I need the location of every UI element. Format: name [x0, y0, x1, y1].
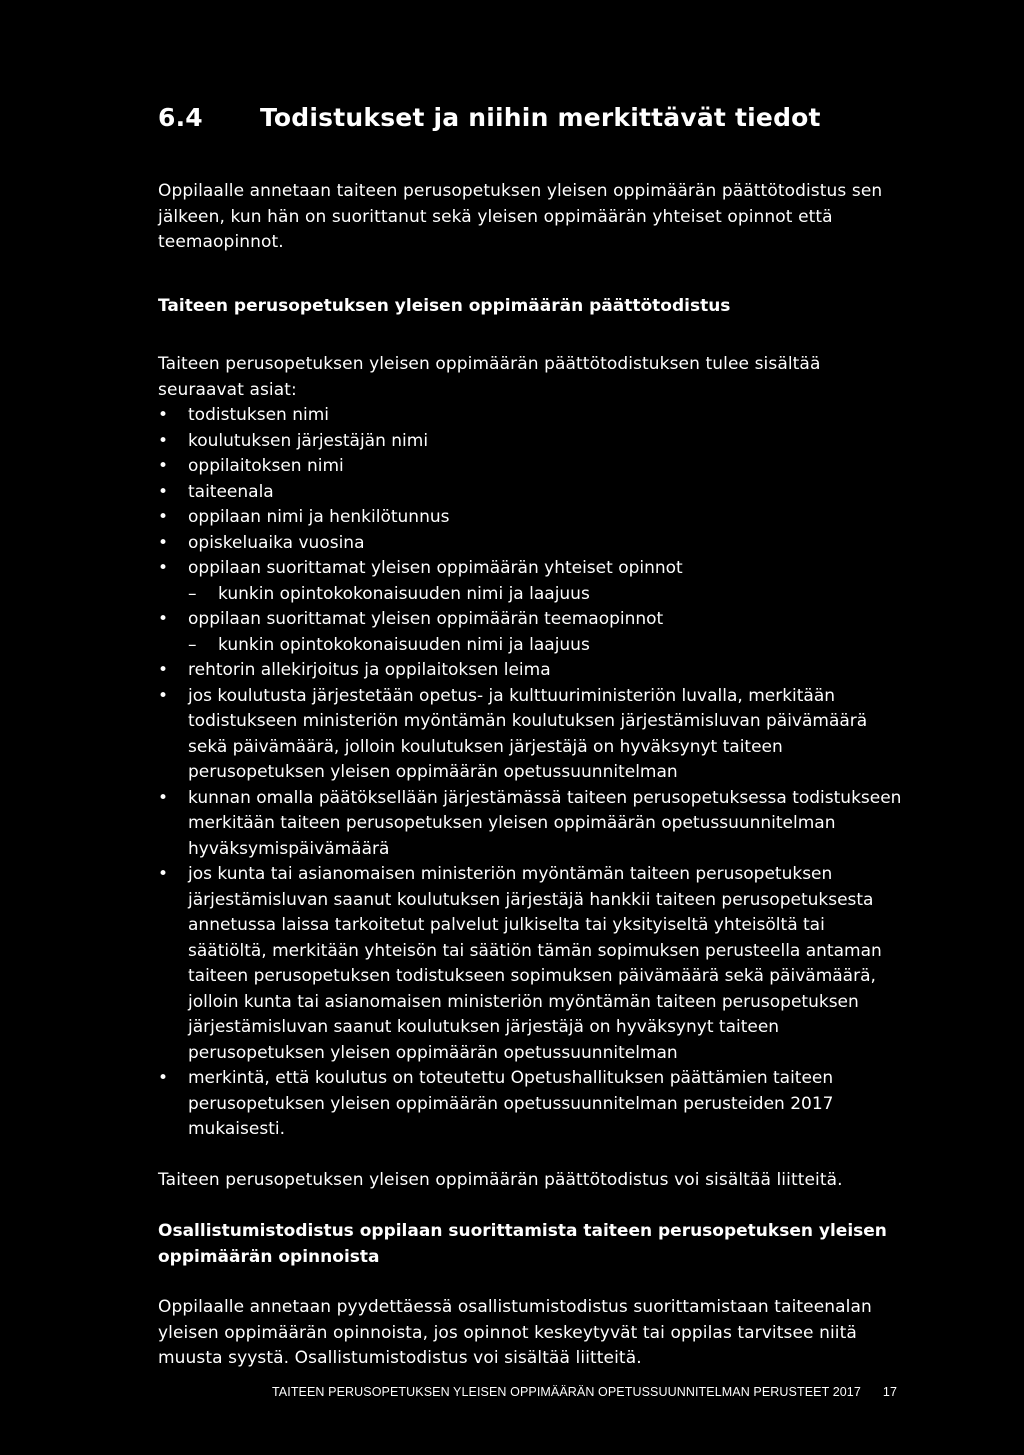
- footer-title: TAITEEN PERUSOPETUKSEN YLEISEN OPPIMÄÄRÄN OPETUSSUUNNITELMAN PERUSTEET 2017: [272, 1385, 861, 1399]
- bullet-icon: •: [158, 1068, 169, 1088]
- list-item: • oppilaitoksen nimi: [158, 454, 908, 480]
- sub-list-item: – kunkin opintokokonaisuuden nimi ja laajuus: [188, 633, 908, 659]
- intro-paragraph: Oppilaalle annetaan taiteen perusopetuksen yleisen oppimäärän päättötodistus sen jälkeen, kun hän on suorittanut sekä yleisen oppimäärän yhteiset opinnot että teemaopinnot.: [158, 181, 883, 252]
- list-item: • oppilaan suorittamat yleisen oppimäärän teemaopinnot – kunkin opintokokonaisuuden nimi ja laajuus: [158, 607, 908, 658]
- list-item: • koulutuksen järjestäjän nimi: [158, 429, 908, 455]
- participation-paragraph: Oppilaalle annetaan pyydettäessä osallistumistodistus suorittamistaan taiteenalan yleisen oppimäärän opinnoista, jos opinnot keskeytyvät tai oppilas tarvitsee niitä muusta syystä. Osallistumistodistus voi sisältää liitteitä.: [158, 1297, 872, 1368]
- bullet-icon: •: [158, 660, 169, 680]
- bullet-icon: •: [158, 405, 169, 425]
- list-item: • oppilaan nimi ja henkilötunnus: [158, 505, 908, 531]
- bullet-icon: •: [158, 864, 169, 884]
- sub-list: [188, 633, 908, 659]
- list-item: • opiskeluaika vuosina: [158, 531, 908, 557]
- sub-list: [188, 582, 908, 608]
- bullet-icon: •: [158, 430, 169, 451]
- section-heading: [158, 100, 908, 136]
- bullet-icon: •: [158, 558, 169, 578]
- section-number: 6.4: [158, 103, 203, 132]
- attachments-note: Taiteen perusopetuksen yleisen oppimäärän päättötodistus voi sisältää liitteitä.: [158, 1169, 843, 1190]
- bullet-icon: •: [158, 609, 169, 629]
- list-item: • kunnan omalla päätöksellään järjestämässä taiteen perusopetuksessa todistukseen merkitään taiteen perusopetuksen yleisen oppimäärän opetussuunnitelman hyväksymispäivämäärä: [158, 787, 902, 859]
- list-item: • todistuksen nimi: [158, 403, 908, 429]
- page-number: 17: [882, 1385, 898, 1399]
- bullet-icon: •: [158, 481, 169, 502]
- certificate-lead: Taiteen perusopetuksen yleisen oppimäärän päättötodistuksen tulee sisältää seuraavat asiat:: [158, 354, 821, 400]
- list-item: • rehtorin allekirjoitus ja oppilaitoksen leima: [158, 658, 908, 684]
- dash-icon: –: [188, 634, 197, 655]
- bullet-icon: •: [158, 532, 169, 553]
- page-footer: [272, 1385, 897, 1399]
- bullet-icon: •: [158, 456, 169, 476]
- list-item: • oppilaan suorittamat yleisen oppimäärän yhteiset opinnot – kunkin opintokokonaisuuden nimi ja laajuus: [158, 556, 908, 607]
- bullet-icon: •: [158, 507, 169, 527]
- list-item: • merkintä, että koulutus on toteutettu Opetushallituksen päättämien taiteen perusopetuksen yleisen oppimäärän opetussuunnitelman perusteiden 2017 mukaisesti.: [158, 1068, 834, 1139]
- certificate-items-list: [158, 403, 908, 1143]
- document-page: [158, 100, 908, 1372]
- bullet-icon: •: [158, 685, 169, 706]
- list-item: • taiteenala: [158, 480, 908, 506]
- list-item: • jos kunta tai asianomaisen ministeriön myöntämän taiteen perusopetuksen järjestämisluvan saanut koulutuksen järjestäjä hankkii taiteen perusopetuksesta annetussa laissa tarkoitetut palvelut julkiselta tai yksityiseltä yhteisöltä tai säätiöltä, merkitään yhteisön tai säätiön tämän sopimuksen perusteella antaman taiteen perusopetuksen todistukseen sopimuksen päivämäärä sekä päivämäärä, jolloin kunta tai asianomaisen ministeriön myöntämän taiteen perusopetuksen järjestämisluvan saanut koulutuksen järjestäjä on hyväksynyt taiteen perusopetuksen yleisen oppimäärän opetussuunnitelman: [158, 864, 882, 1063]
- dash-icon: –: [188, 583, 197, 604]
- certificate-heading: Taiteen perusopetuksen yleisen oppimäärän päättötodistus: [158, 295, 731, 316]
- sub-list-item: – kunkin opintokokonaisuuden nimi ja laajuus: [188, 582, 908, 608]
- section-title: Todistukset ja niihin merkittävät tiedot: [260, 103, 821, 132]
- list-item: • jos koulutusta järjestetään opetus- ja kulttuuriministeriön luvalla, merkitään todistukseen ministeriön myöntämän koulutuksen järjestämisluvan päivämäärä sekä päivämäärä, jolloin koulutuksen järjestäjä on hyväksynyt taiteen perusopetuksen yleisen oppimäärän opetussuunnitelman: [158, 685, 868, 782]
- participation-heading: Osallistumistodistus oppilaan suorittamista taiteen perusopetuksen yleisen oppimäärän opinnoista: [158, 1221, 887, 1267]
- bullet-icon: •: [158, 787, 169, 808]
